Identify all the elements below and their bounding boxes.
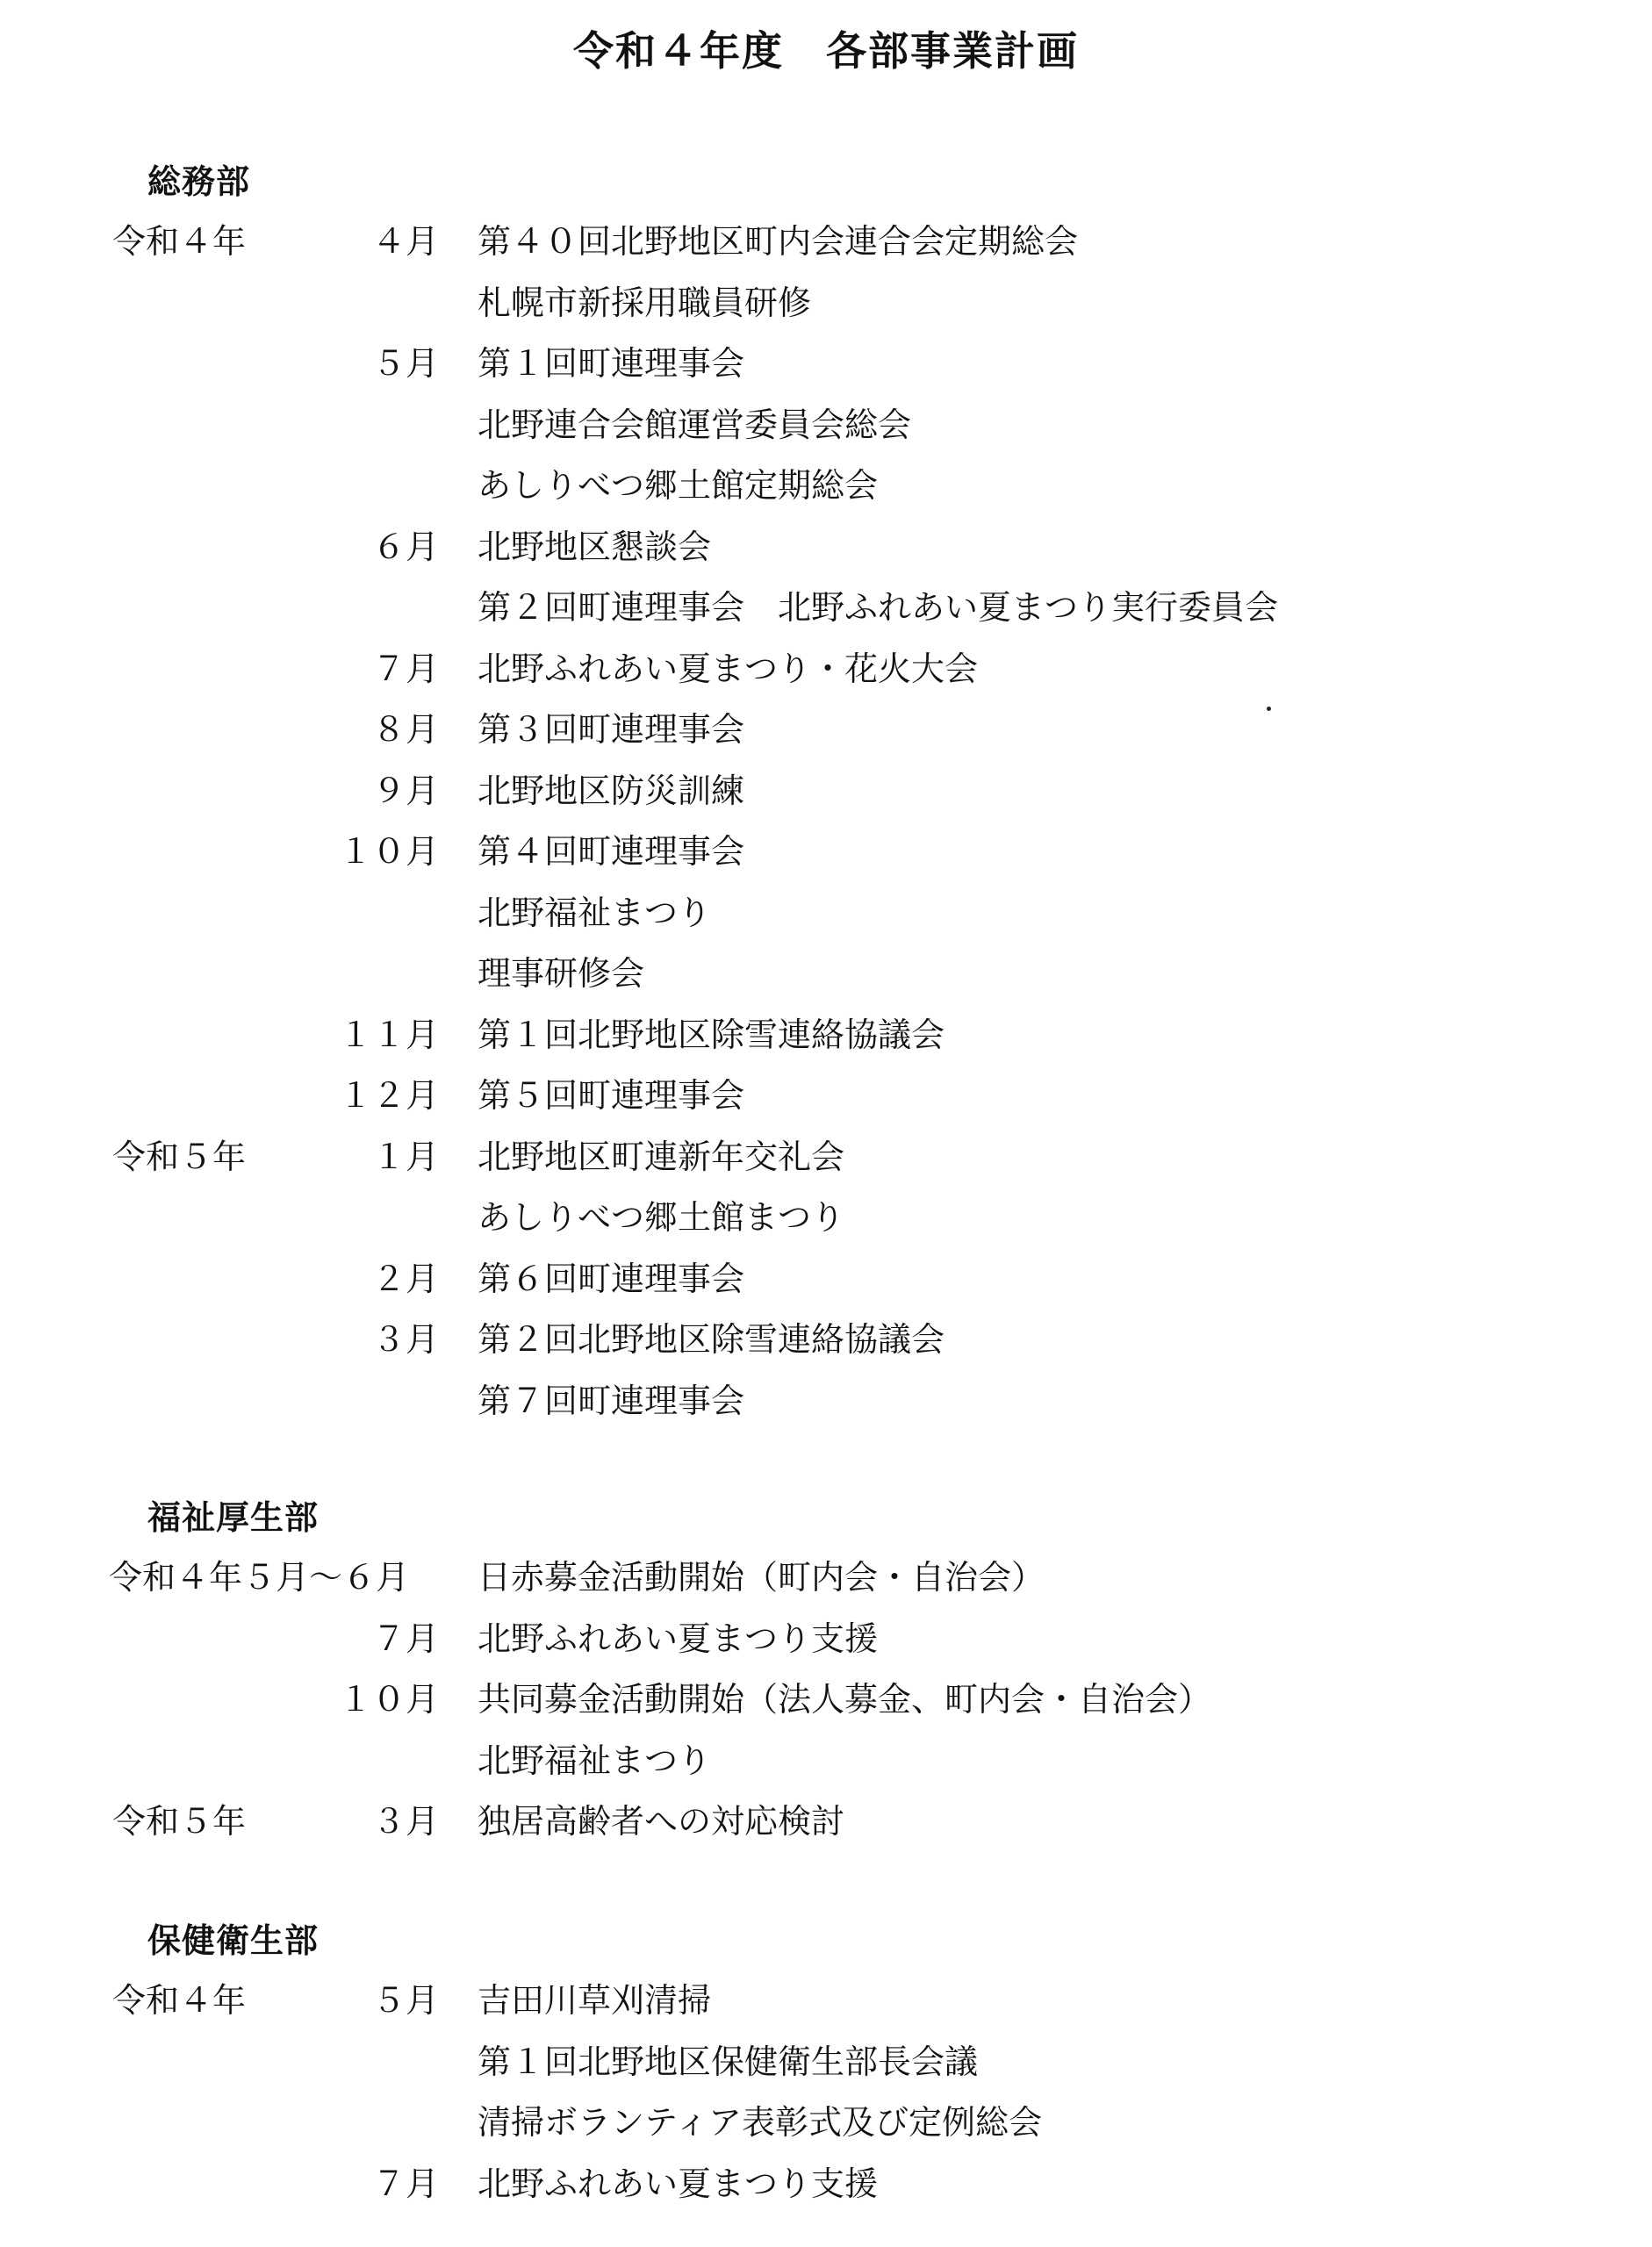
schedule-row — [0, 336, 1652, 394]
event-text: 第１回町連理事会 — [478, 344, 745, 383]
event-text: 第７回町連理事会 — [478, 1382, 745, 1420]
event-text: 北野地区町連新年交礼会 — [478, 1138, 845, 1176]
event-text: あしりべつ郷土館まつり — [478, 1198, 845, 1237]
event-text: 北野ふれあい夏まつり・花火大会 — [478, 650, 979, 688]
event-text: 北野福祉まつり — [478, 1741, 712, 1780]
month-label: ７月 — [371, 1619, 439, 1658]
schedule-row — [0, 1794, 1652, 1852]
schedule-row — [0, 1612, 1652, 1669]
month-label: ６月 — [371, 528, 439, 566]
schedule-row — [0, 276, 1652, 334]
event-text: 第３回町連理事会 — [478, 710, 745, 749]
year-label: 令和５年 — [112, 1802, 247, 1841]
month-label: １０月 — [338, 832, 439, 871]
event-text: 第１回北野地区保健衛生部長会議 — [478, 2042, 979, 2081]
event-text: 理事研修会 — [478, 954, 645, 993]
month-label: ３月 — [371, 1320, 439, 1359]
event-text: 北野ふれあい夏まつり支援 — [478, 2164, 879, 2203]
event-text: 第４回町連理事会 — [478, 832, 745, 871]
event-text: 第２回北野地区除雪連絡協議会 — [478, 1320, 945, 1359]
event-text: 第２回町連理事会 北野ふれあい夏まつり実行委員会 — [478, 588, 1279, 627]
year-label: 令和４年 — [112, 222, 247, 261]
schedule-row — [0, 1068, 1652, 1126]
schedule-row — [0, 1374, 1652, 1432]
year-label: 令和５年 — [112, 1138, 247, 1176]
schedule-row — [0, 1734, 1652, 1791]
event-text: 清掃ボランティア表彰式及び定例総会 — [478, 2103, 1042, 2142]
schedule-row — [0, 702, 1652, 760]
month-label: ２月 — [371, 1260, 439, 1298]
event-text: あしりべつ郷土館定期総会 — [478, 466, 879, 505]
schedule-row — [0, 458, 1652, 516]
month-label: ７月 — [371, 650, 439, 688]
schedule-row — [0, 1008, 1652, 1066]
schedule-row — [0, 1252, 1652, 1310]
schedule-row — [0, 946, 1652, 1004]
event-text: 第５回町連理事会 — [478, 1076, 745, 1115]
page-title: 令和４年度 各部事業計画 — [573, 27, 1079, 75]
month-label: １０月 — [338, 1680, 439, 1719]
section-heading-general-affairs: 総務部 — [147, 162, 251, 201]
schedule-row — [0, 1672, 1652, 1730]
schedule-row — [0, 886, 1652, 944]
year-range: 令和４年５月～６月 — [109, 1558, 410, 1597]
month-label: ９月 — [371, 772, 439, 810]
section-heading-health-sanitation: 保健衛生部 — [147, 1921, 320, 1960]
event-text: 独居高齢者への対応検討 — [478, 1802, 845, 1841]
schedule-row — [0, 1190, 1652, 1248]
month-label: ７月 — [371, 2164, 439, 2203]
year-label: 令和４年 — [112, 1981, 247, 2020]
schedule-row — [0, 2035, 1652, 2093]
event-text: 第４０回北野地区町内会連合会定期総会 — [478, 222, 1079, 261]
month-label: ５月 — [371, 1981, 439, 2020]
schedule-row — [0, 824, 1652, 882]
schedule-row — [0, 1550, 1652, 1608]
event-text: 北野地区懇談会 — [478, 528, 712, 566]
month-label: ３月 — [371, 1802, 439, 1841]
schedule-row — [0, 2095, 1652, 2153]
schedule-row — [0, 642, 1652, 700]
month-label: ４月 — [371, 222, 439, 261]
month-label: ５月 — [371, 344, 439, 383]
event-text: 北野福祉まつり — [478, 894, 712, 932]
schedule-row — [0, 520, 1652, 578]
event-text: 第１回北野地区除雪連絡協議会 — [478, 1016, 945, 1054]
schedule-row — [0, 764, 1652, 822]
event-text: 共同募金活動開始（法人募金、町内会・自治会） — [478, 1680, 1212, 1719]
schedule-row — [0, 1130, 1652, 1188]
month-label: １１月 — [338, 1016, 439, 1054]
event-text: 北野ふれあい夏まつり支援 — [478, 1619, 879, 1658]
month-label: １月 — [371, 1138, 439, 1176]
event-text: 北野連合会館運営委員会総会 — [478, 406, 912, 444]
event-text: 第６回町連理事会 — [478, 1260, 745, 1298]
month-label: １２月 — [338, 1076, 439, 1115]
month-label: ８月 — [371, 710, 439, 749]
event-text: 吉田川草刈清掃 — [478, 1981, 712, 2020]
event-text: 日赤募金活動開始（町内会・自治会） — [478, 1558, 1045, 1597]
event-text: 札幌市新採用職員研修 — [478, 284, 812, 322]
schedule-row — [0, 214, 1652, 272]
section-heading-welfare: 福祉厚生部 — [147, 1498, 320, 1537]
schedule-row — [0, 1312, 1652, 1370]
schedule-row — [0, 2157, 1652, 2215]
scan-speck — [1267, 707, 1271, 711]
schedule-row — [0, 1973, 1652, 2031]
schedule-row — [0, 398, 1652, 456]
schedule-row — [0, 580, 1652, 638]
event-text: 北野地区防災訓練 — [478, 772, 745, 810]
